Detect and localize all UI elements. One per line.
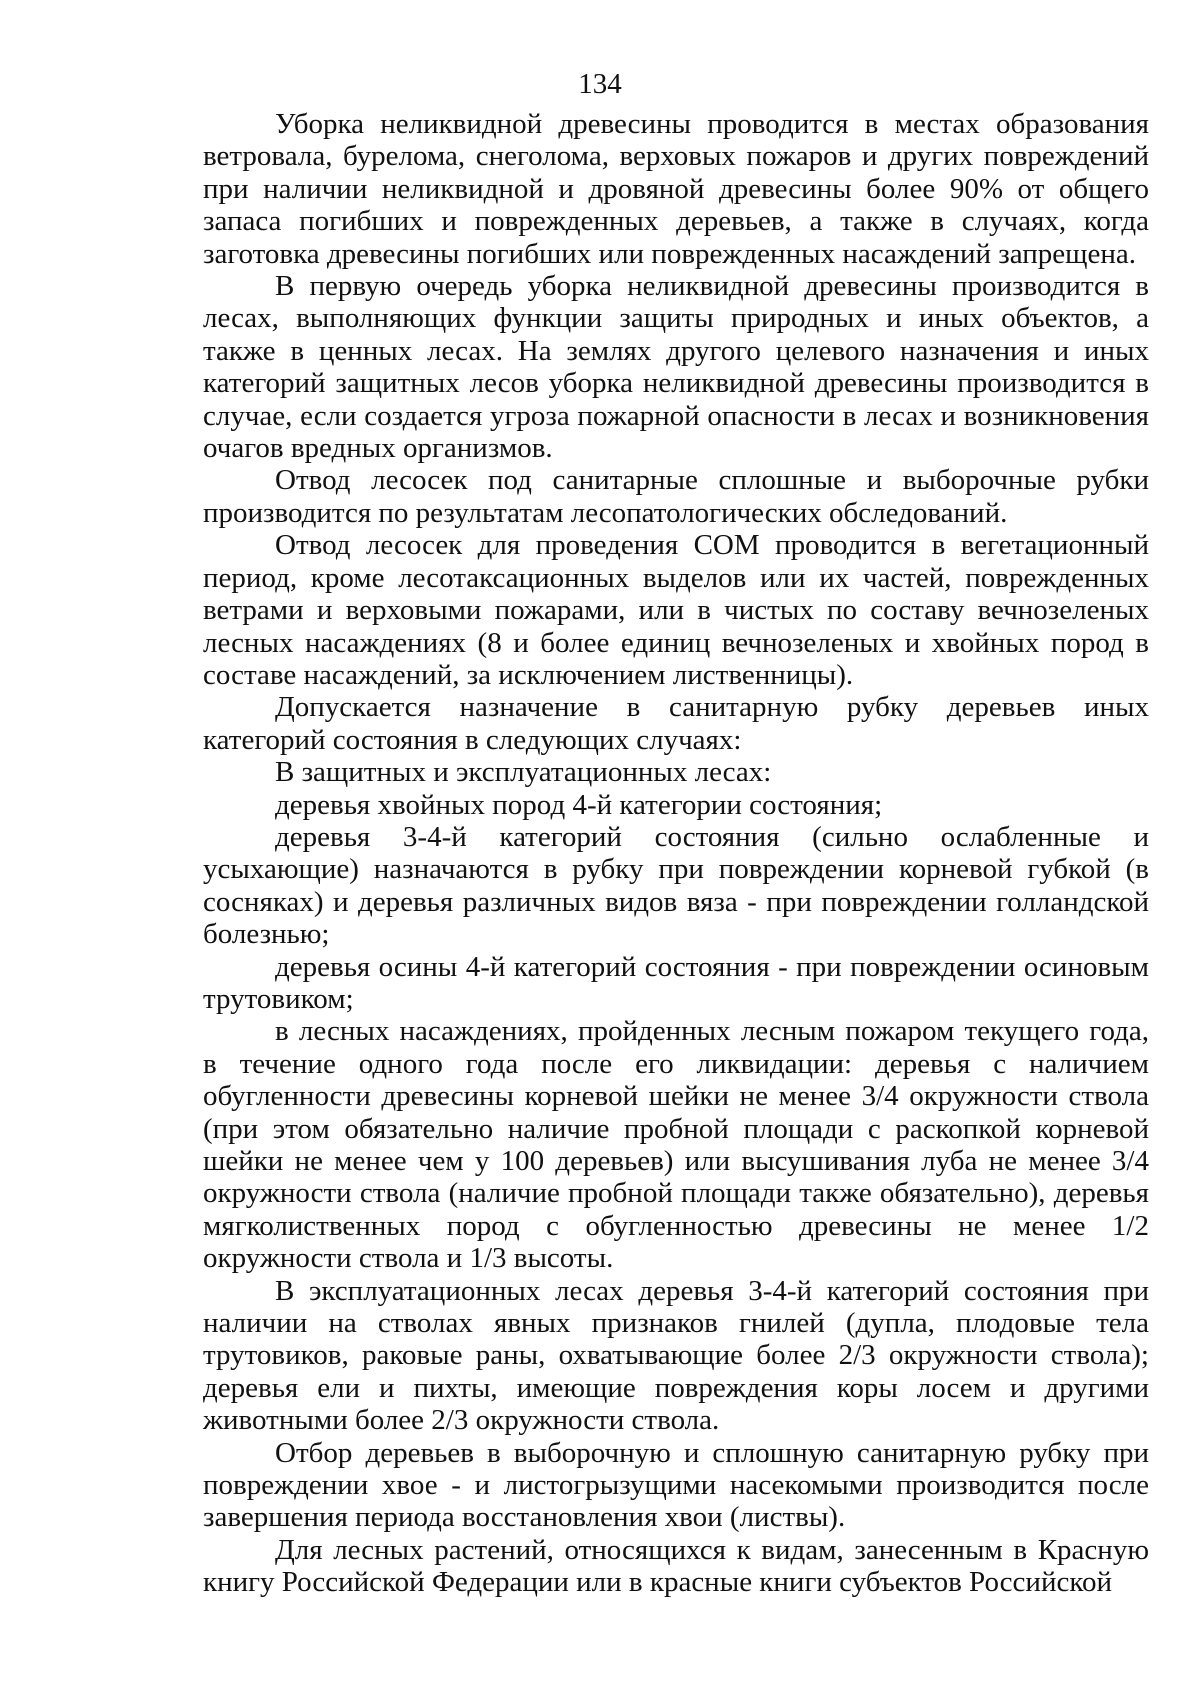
paragraph-11: В эксплуатационных лесах деревья 3-4-й категорий состояния при наличии на стволах явных признаков гнилей (дупла, плодовые тела трутовиков, раковые раны, охватывающие более 2/3 окружности ствола); деревья ели и пихты, имеющие повреждения коры лосем и другими животными более 2/3 окружности ствола. bbox=[203, 1274, 1149, 1437]
paragraph-10: в лесных насаждениях, пройденных лесным пожаром текущего года, в течение одного года после его ликвидации: деревья с наличием обугленности древесины корневой шейки не менее 3/4 окружности ствола (при этом обязательно наличие пробной площади с раскопкой корневой шейки не менее чем у 100 деревьев) или высушивания луба не менее 3/4 окружности ствола (наличие пробной площади также обязательно), деревья мягколиственных пород с обугленностью древесины не менее 1/2 окружности ствола и 1/3 высоты. bbox=[203, 1015, 1149, 1275]
paragraph-2: В первую очередь уборка неликвидной древесины производится в лесах, выполняющих функции защиты природных и иных объектов, а также в ценных лесах. На землях другого целевого назначения и иных категорий защитных лесов уборка неликвидной древесины производится в случае, если создается угроза пожарной опасности в лесах и возникновения очагов вредных организмов. bbox=[203, 270, 1149, 465]
paragraph-6: В защитных и эксплуатационных лесах: bbox=[275, 756, 772, 789]
page-number: 134 bbox=[578, 68, 622, 100]
paragraph-4: Отвод лесосек для проведения СОМ проводится в вегетационный период, кроме лесотаксационных выделов или их частей, поврежденных ветрами и верховыми пожарами, или в чистых по составу вечнозеленых лесных насаждениях (8 и более единиц вечнозеленых и хвойных пород в составе насаждений, за исключением лиственницы). bbox=[203, 529, 1149, 691]
paragraph-13: Для лесных растений, относящихся к видам, занесенным в Красную книгу Российской Федерации или в красные книги субъектов Российской bbox=[203, 1533, 1149, 1599]
paragraph-9: деревья осины 4-й категорий состояния - при повреждении осиновым трутовиком; bbox=[203, 950, 1149, 1015]
paragraph-8: деревья 3-4-й категорий состояния (сильно ослабленные и усыхающие) назначаются в рубку при повреждении корневой губкой (в сосняках) и деревья различных видов вяза - при повреждении голландской болезнью; bbox=[203, 820, 1149, 951]
paragraph-12: Отбор деревьев в выборочную и сплошную санитарную рубку при повреждении хвое - и листогрызущими насекомыми производится после завершения периода восстановления хвои (листвы). bbox=[203, 1436, 1149, 1534]
paragraph-1: Уборка неликвидной древесины проводится в местах образования ветровала, бурелома, снеголома, верховых пожаров и других повреждений при наличии неликвидной и дровяной древесины более 90% от общего запаса погибших и поврежденных деревьев, а также в случаях, когда заготовка древесины погибших или поврежденных насаждений запрещена. bbox=[203, 108, 1149, 270]
paragraph-3: Отвод лесосек под санитарные сплошные и выборочные рубки производится по результатам лесопатологических обследований. bbox=[203, 464, 1149, 529]
paragraph-5: Допускается назначение в санитарную рубку деревьев иных категорий состояния в следующих случаях: bbox=[203, 691, 1149, 756]
paragraph-7: деревья хвойных пород 4-й категории состояния; bbox=[275, 788, 883, 821]
document-body bbox=[203, 108, 1149, 1599]
